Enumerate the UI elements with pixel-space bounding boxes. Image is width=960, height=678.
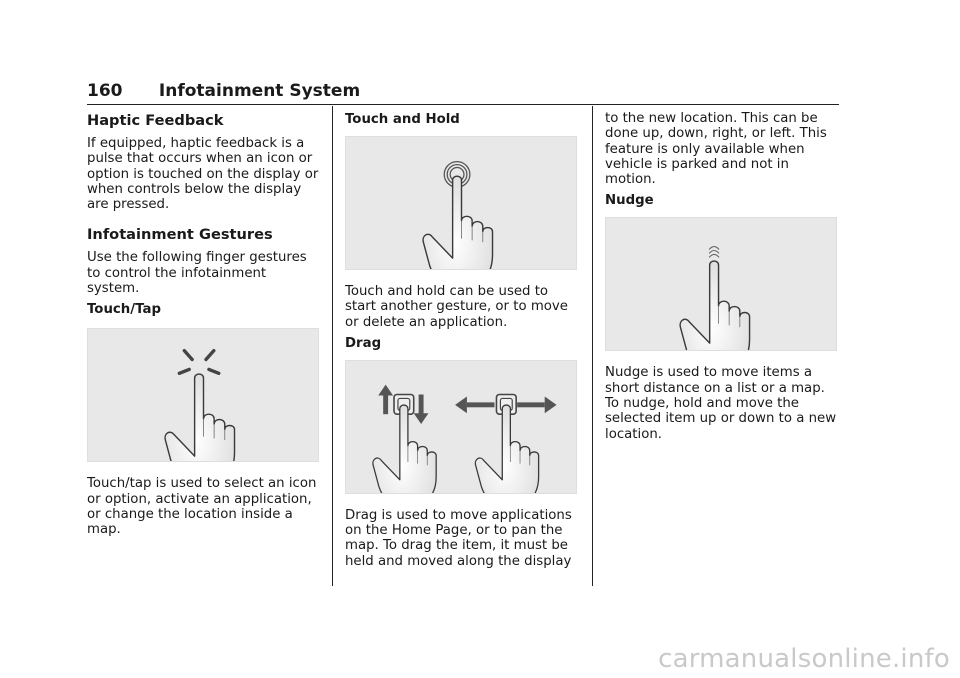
heading-nudge: Nudge	[605, 193, 654, 209]
touch-and-hold-illustration	[345, 136, 577, 270]
page-title: Infotainment System	[158, 81, 361, 101]
touch-tap-hand-icon	[88, 329, 318, 461]
touch-hold-hand-icon	[346, 137, 576, 269]
nudge-hand-icon	[606, 218, 836, 350]
watermark: carmanualsonline.info	[658, 644, 950, 674]
page-header	[87, 80, 839, 105]
column-divider	[332, 106, 333, 586]
column-2	[345, 108, 579, 575]
heading-haptic-feedback: Haptic Feedback	[87, 112, 224, 129]
column-1	[87, 108, 321, 544]
nudge-illustration	[605, 217, 837, 351]
paragraph-touch-and-hold: Touch and hold can be used to start another gesture, or to move or delete an application.	[345, 284, 568, 330]
touch-tap-illustration	[87, 328, 319, 462]
page-number: 160	[87, 81, 123, 101]
drag-illustration	[345, 360, 577, 494]
paragraph-nudge: Nudge is used to move items a short distance on a list or a map. To nudge, hold and move the selected item up or down to a new location.	[605, 365, 837, 442]
paragraph-drag: Drag is used to move applications on the Home Page, or to pan the map. To drag the item, it must be held and moved along the display	[345, 507, 572, 569]
heading-drag: Drag	[345, 335, 382, 351]
heading-touch-and-hold: Touch and Hold	[345, 112, 460, 127]
drag-hands-icon	[346, 361, 576, 493]
paragraph-gestures: Use the following finger gestures to control the infotainment system.	[87, 250, 307, 297]
column-3	[605, 108, 839, 448]
paragraph-haptic-feedback: If equipped, haptic feedback is a pulse that occurs when an icon or option is touched on the display or when controls below the display are pressed.	[87, 136, 319, 213]
paragraph-touch-tap: Touch/tap is used to select an icon or option, activate an application, or change the location inside a map.	[87, 476, 317, 538]
heading-infotainment-gestures: Infotainment Gestures	[87, 226, 273, 244]
column-divider	[592, 106, 593, 586]
heading-touch-tap: Touch/Tap	[87, 302, 161, 318]
paragraph-drag-continued: to the new location. This can be done up, down, right, or left. This feature is only available when vehicle is parked and not in motion.	[605, 111, 827, 188]
